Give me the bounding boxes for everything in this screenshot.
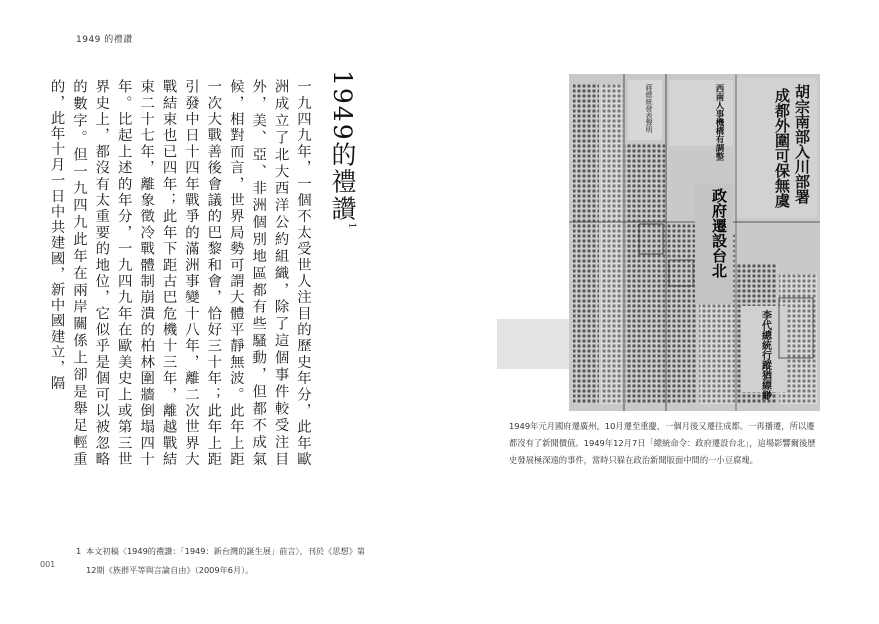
footnote-text-1: 本文初稿〈1949的禮讚：「1949：新台灣的誕生展」前言〉，刊於《思想》第 [86,546,366,556]
body-text: 一九四九年，一個不太受世人注目的歷史年分，此年歐洲成立了北大西洋公約組織，除了這個事件較受注目外，美、亞、非洲個別地區都有些騷動，但都不成氣候，相對而言，世界局勢可謂大體平靜無波。此年上距一次大戰善後會議的巴黎和會，恰好三十年；此年上距引發中日十四年戰爭的滿洲事變十八年，離二次世界大戰結束也已四年；此年下距古巴危機十三年，離越戰結束二十七年，離象徵冷戰體制崩潰的柏林圍牆倒塌四十年。比起上述的年分，一九四九年在歐美史上或第三世界史上，都沒有太重要的地位，它似乎是個可以被忽略的數字。但一九四九此年在兩岸關係上卻是舉足輕重的，此年十月一日中共建國，新中國建立，隔 [48,79,311,467]
chapter-title [324,70,360,230]
footnote-mark: 1 [346,222,357,231]
photo-headline-3: 政府遷設台北 [710,188,728,278]
photo-headline-6: 蔣總統發表聲明 [645,84,653,133]
footnote-number: 1 [76,546,82,556]
newspaper-photo [497,74,820,411]
page-number: 001 [40,560,56,569]
footnote [76,542,376,580]
photo-caption: 1949年元月國府遷廣州，10月遷至重慶，一個月後又遷往成都。一再播遷，所以遷都沒有了新聞價值。1949年12月7日「總統命令：政府遷設台北」，這場影響爾後歷史發展極深遠的事件，當時只躲在政治新聞版面中間的一小豆腐塊。 [509,421,816,465]
photo-headline-5: 李代總統行蹤猶縹緲 [759,310,771,400]
chapter-title-text: 1949的禮讚 [328,70,357,223]
running-header: 1949 的禮讚 [76,35,133,45]
footnote-line-2: 12期《族群平等與言論自由》（2009年6月）。 [86,565,254,575]
photo-headline-4: 西南人事機構有調整 [714,84,724,161]
footnote-line-1 [76,542,376,561]
photo-headline-2: 成都外圍可保無虞 [773,88,791,208]
photo-headline-1: 胡宗南部入川部署 [793,84,811,204]
